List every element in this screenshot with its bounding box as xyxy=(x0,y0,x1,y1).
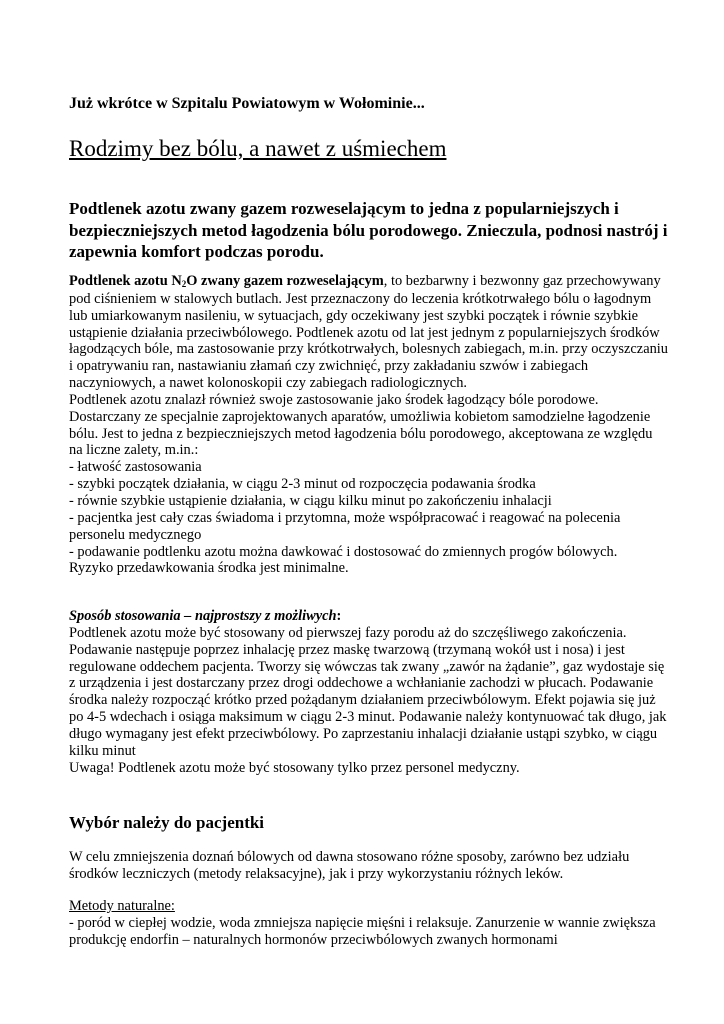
usage-section xyxy=(69,608,669,776)
usage-heading xyxy=(69,608,669,625)
intro-paragraph-2: Podtlenek azotu znalazł również swoje zastosowanie jako środek łagodzący bóle porodowe. Dostarczany ze specjalnie zaprojektowanych aparatów, umożliwia kobietom samodzielne łagodzenie bólu. Jest to jedna z bezpieczniejszych metod łagodzenia bólu porodowego, akceptowana ze względu na liczne zalety, m.in.: xyxy=(69,391,653,459)
usage-heading-colon: : xyxy=(336,608,342,624)
intro-term xyxy=(69,273,384,289)
kicker-heading: Już wkrótce w Szpitalu Powiatowym w Wołominie... xyxy=(69,95,425,112)
article-headline: Rodzimy bez bólu, a nawet z uśmiechem xyxy=(69,136,447,161)
risk-note: Ryzyko przedawkowania środka jest minimalne. xyxy=(69,560,349,577)
lead-paragraph: Podtlenek azotu zwany gazem rozweselającym to jedna z popularniejszych i bezpieczniejszych metod łagodzenia bólu porodowego. Znieczula, podnosi nastrój i zapewnia komfort podczas porodu. xyxy=(69,199,668,262)
natural-methods-label: Metody naturalne: xyxy=(69,898,175,914)
intro-paragraph xyxy=(69,273,669,392)
bullet-item: - łatwość zastosowania xyxy=(69,459,202,476)
natural-methods-text: - poród w ciepłej wodzie, woda zmniejsza napięcie mięśni i relaksuje. Zanurzenie w wannie zwiększa produkcję endorfin – naturalnych hormonów przeciwbólowych zwanych hormonami xyxy=(69,914,656,948)
intro-term-subscript: 2 xyxy=(181,279,187,289)
choice-paragraph xyxy=(69,849,669,883)
bullet-item: - szybki początek działania, w ciągu 2-3 minut od rozpoczęcia podawania środka xyxy=(69,476,536,493)
usage-heading-text: Sposób stosowania – najprostszy z możliwych xyxy=(69,608,337,624)
intro-section xyxy=(69,273,669,577)
intro-term-part-b: O zwany gazem rozweselającym xyxy=(186,273,384,289)
intro-text: , to bezbarwny i bezwonny gaz przechowywany pod ciśnieniem w stalowych butlach. Jest przeznaczony do leczenia krótkotrwałego bólu o łagodnym lub umiarkowanym nasileniu, w sytuacjach, gdy oczekiwany jest szybki początek i równie szybkie ustąpienie działania przeciwbólowego. Podtlenek azotu od lat jest jednym z popularniejszych środków łagodzących bóle, ma zastosowanie przy krótkotrwałych, bolesnych zabiegach, m.in. przy oczyszczaniu i opatrywaniu ran, nastawianiu złamań czy zwichnięć, przy zakładaniu szwów i zabiegach naczyniowych, a nawet kolonoskopii czy zabiegach radiologicznych. xyxy=(69,273,668,392)
bullet-item: - podawanie podtlenku azotu można dawkować i dostosować do zmiennych progów bólowych. xyxy=(69,543,618,560)
natural-methods-section xyxy=(69,898,669,949)
usage-warning: Uwaga! Podtlenek azotu może być stosowany tylko przez personel medyczny. xyxy=(69,759,520,776)
intro-term-part-a: Podtlenek azotu N xyxy=(69,273,182,289)
bullet-item: - równie szybkie ustąpienie działania, w ciągu kilku minut po zakończeniu inhalacji xyxy=(69,492,552,509)
choice-text: W celu zmniejszenia doznań bólowych od dawna stosowano różne sposoby, zarówno bez udziału środków leczniczych (metody relaksacyjne), jak i przy wykorzystaniu różnych leków. xyxy=(69,849,630,882)
bullet-item: - pacjentka jest cały czas świadoma i przytomna, może współpracować i reagować na polecenia personelu medycznego xyxy=(69,509,621,543)
choice-heading: Wybór należy do pacjentki xyxy=(69,813,265,832)
usage-paragraph: Podtlenek azotu może być stosowany od pierwszej fazy porodu aż do szczęśliwego zakończenia. Podawanie następuje poprzez inhalację przez maskę twarzową (trzymaną wokół ust i nosa) i jest regulowane oddechem pacjenta. Tworzy się wówczas tak zwany „zawór na żądanie”, gaz wydostaje się z urządzenia i jest dostarczany przez drogi oddechowe a wchłanianie zachodzi w płucach. Podawanie środka należy rozpocząć krótko przed pożądanym działaniem przeciwbólowym. Efekt pojawia się już po 4-5 wdechach i osiąga maksimum w ciągu 2-3 minut. Podawanie należy kontynuować tak długo, jak długo wymagany jest efekt przeciwbólowy. Po zaprzestaniu inhalacji działanie ustąpi szybko, w ciągu kilku minut xyxy=(69,624,667,759)
